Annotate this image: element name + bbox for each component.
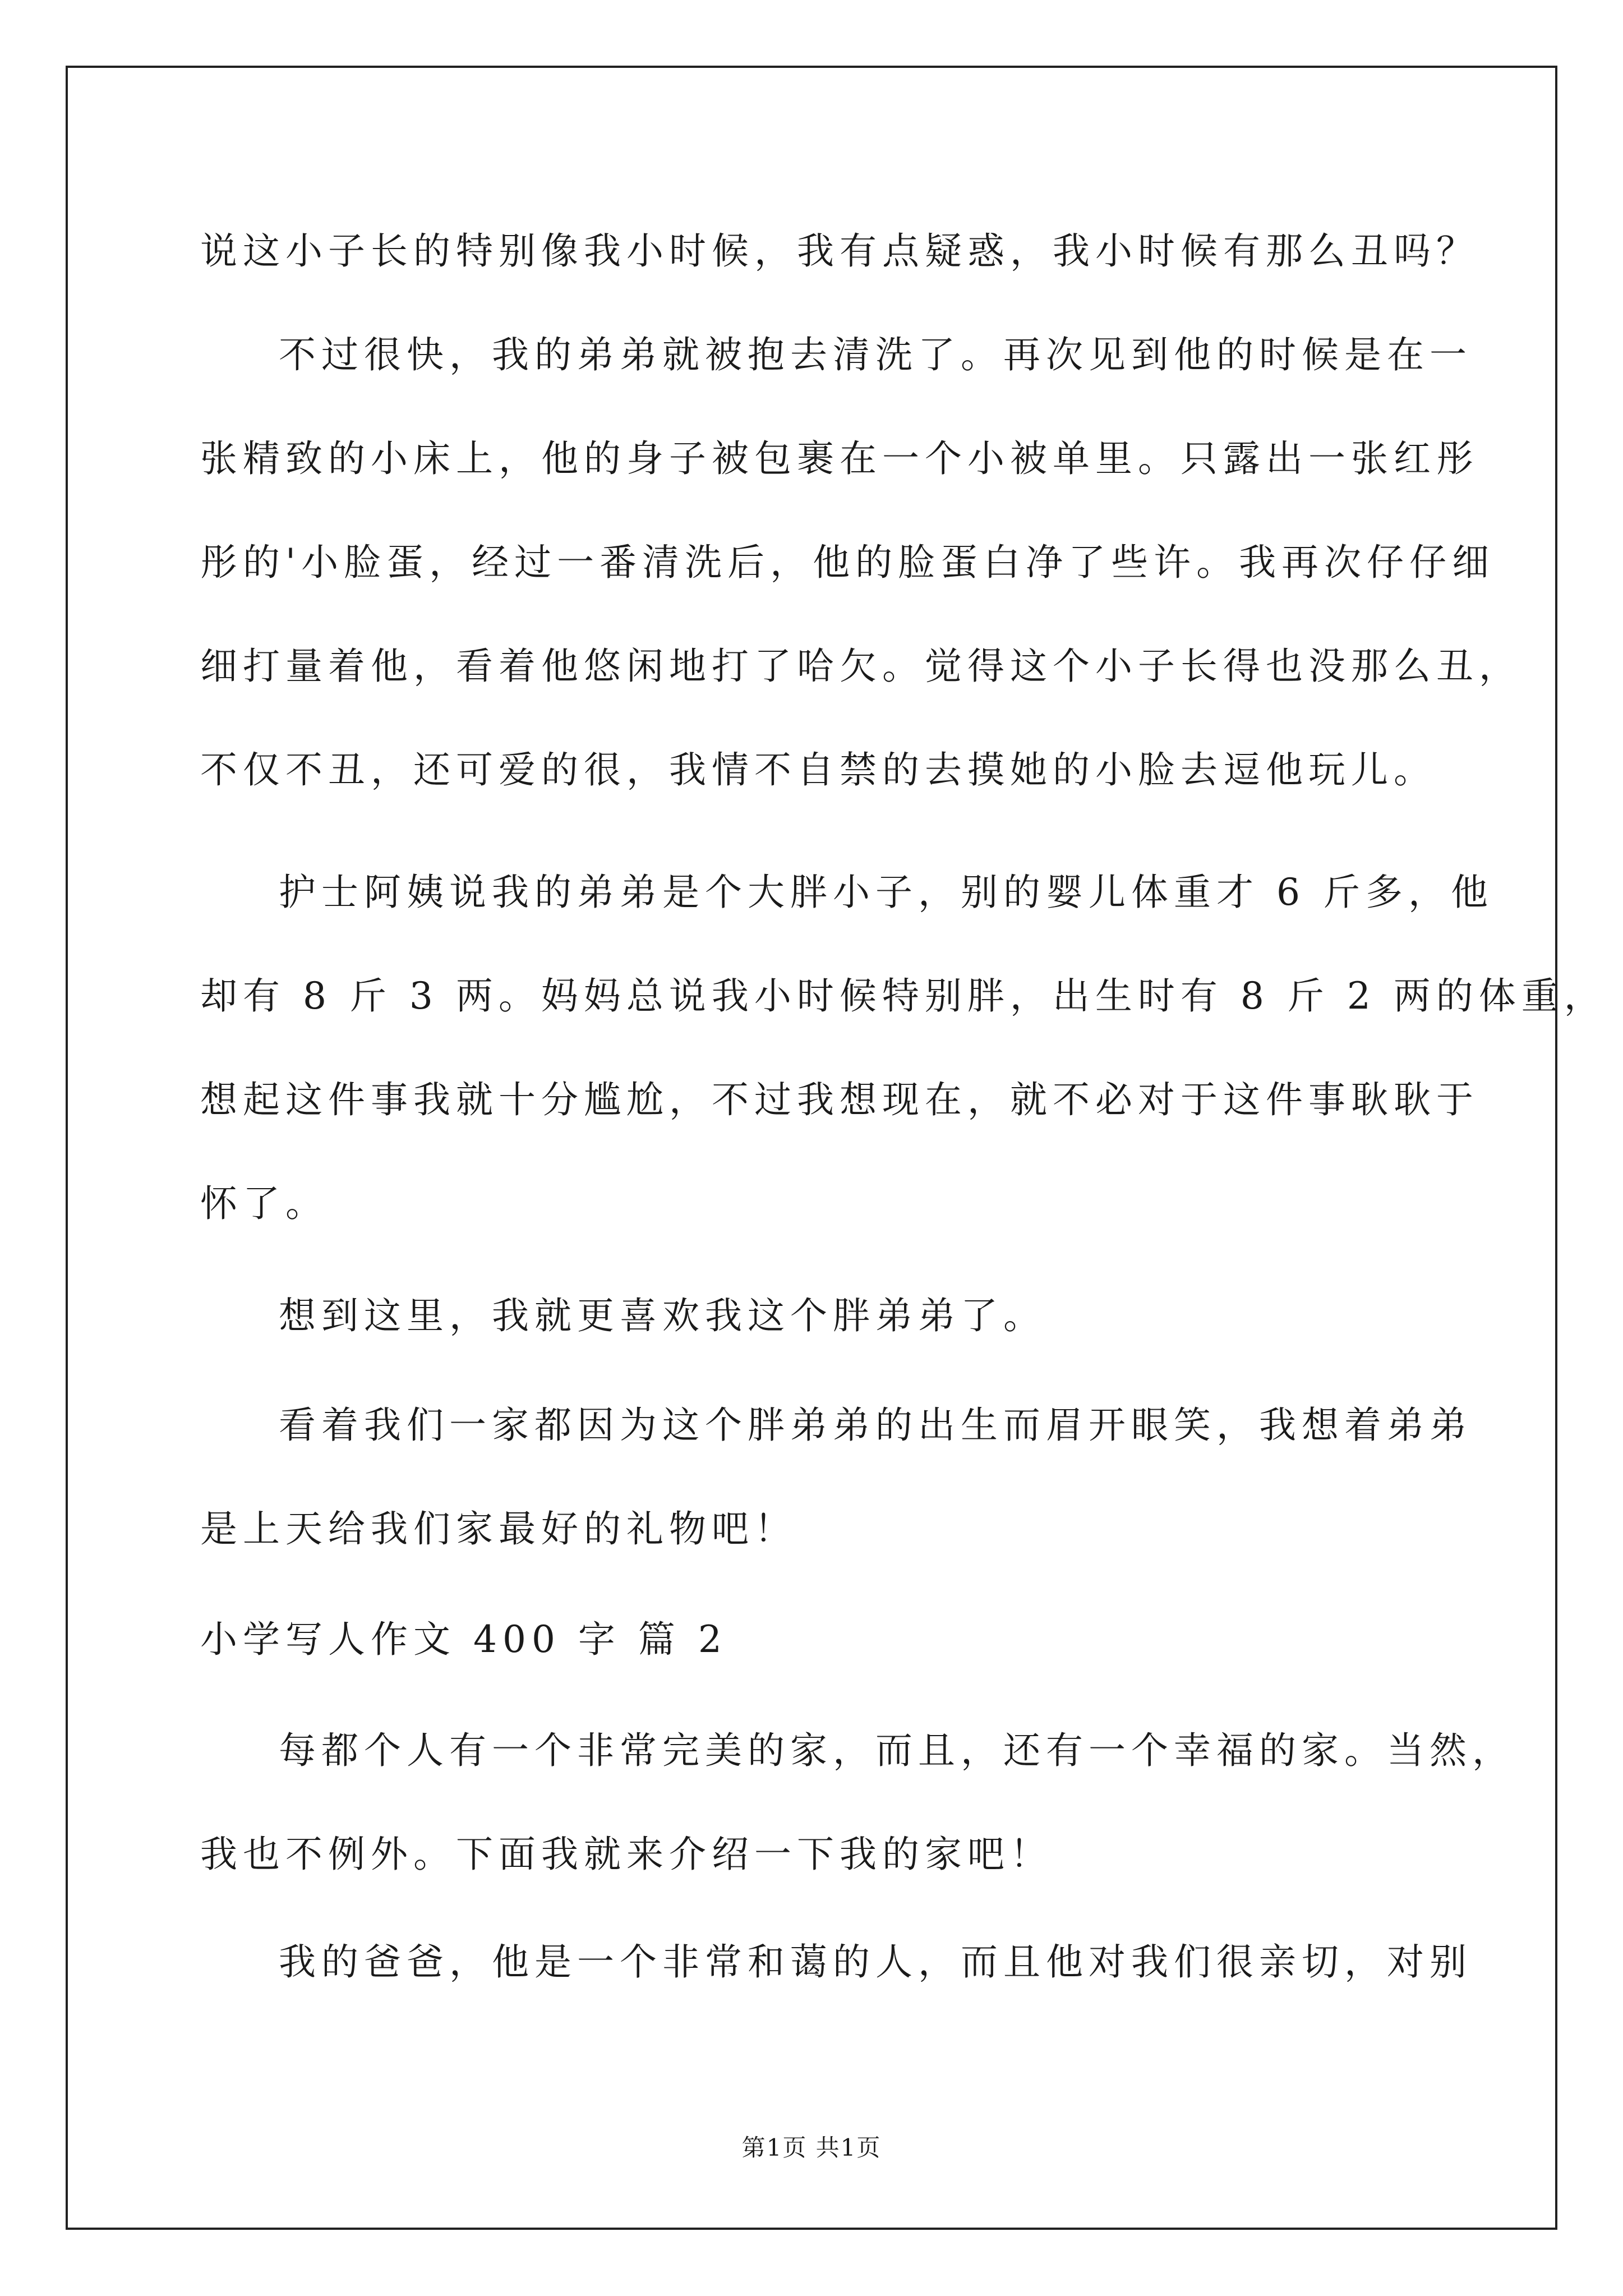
page-footer: 第1页 共1页 xyxy=(741,2134,882,2161)
text-line: 不过很快，我的弟弟就被抱去清洗了。再次见到他的时候是在一 xyxy=(279,333,1472,376)
section-heading: 小学写人作文 400 字 篇 2 xyxy=(200,1618,727,1661)
text-line: 想起这件事我就十分尴尬，不过我想现在，就不必对于这件事耿耿于 xyxy=(200,1078,1479,1121)
text-line: 我也不例外。下面我就来介绍一下我的家吧！ xyxy=(200,1833,1053,1876)
text-line: 是上天给我们家最好的礼物吧！ xyxy=(200,1507,797,1550)
page-border xyxy=(66,66,1557,2230)
text-line: 张精致的小床上，他的身子被包裹在一个小被单里。只露出一张红彤 xyxy=(200,437,1479,480)
text-line: 每都个人有一个非常完美的家，而且，还有一个幸福的家。当然， xyxy=(279,1729,1515,1772)
text-line: 怀了。 xyxy=(200,1182,328,1225)
text-line: 我的爸爸，他是一个非常和蔼的人，而且他对我们很亲切，对别 xyxy=(279,1940,1472,1984)
text-line: 看着我们一家都因为这个胖弟弟的出生而眉开眼笑，我想着弟弟 xyxy=(279,1404,1472,1447)
text-line: 不仅不丑，还可爱的很，我情不自禁的去摸她的小脸去逗他玩儿。 xyxy=(200,748,1436,792)
text-line: 说这小子长的特别像我小时候，我有点疑惑，我小时候有那么丑吗？ xyxy=(200,229,1479,273)
text-line: 想到这里，我就更喜欢我这个胖弟弟了。 xyxy=(279,1294,1046,1337)
text-line: 细打量着他，看着他悠闲地打了哈欠。觉得这个小子长得也没那么丑， xyxy=(200,645,1521,688)
text-line: 彤的'小脸蛋，经过一番清洗后，他的脸蛋白净了些许。我再次仔仔细 xyxy=(200,541,1495,584)
text-line: 护士阿姨说我的弟弟是个大胖小子，别的婴儿体重才 6 斤多，他 xyxy=(279,871,1493,914)
text-line: 却有 8 斤 3 两。妈妈总说我小时候特别胖，出生时有 8 斤 2 两的体重， xyxy=(200,974,1607,1018)
